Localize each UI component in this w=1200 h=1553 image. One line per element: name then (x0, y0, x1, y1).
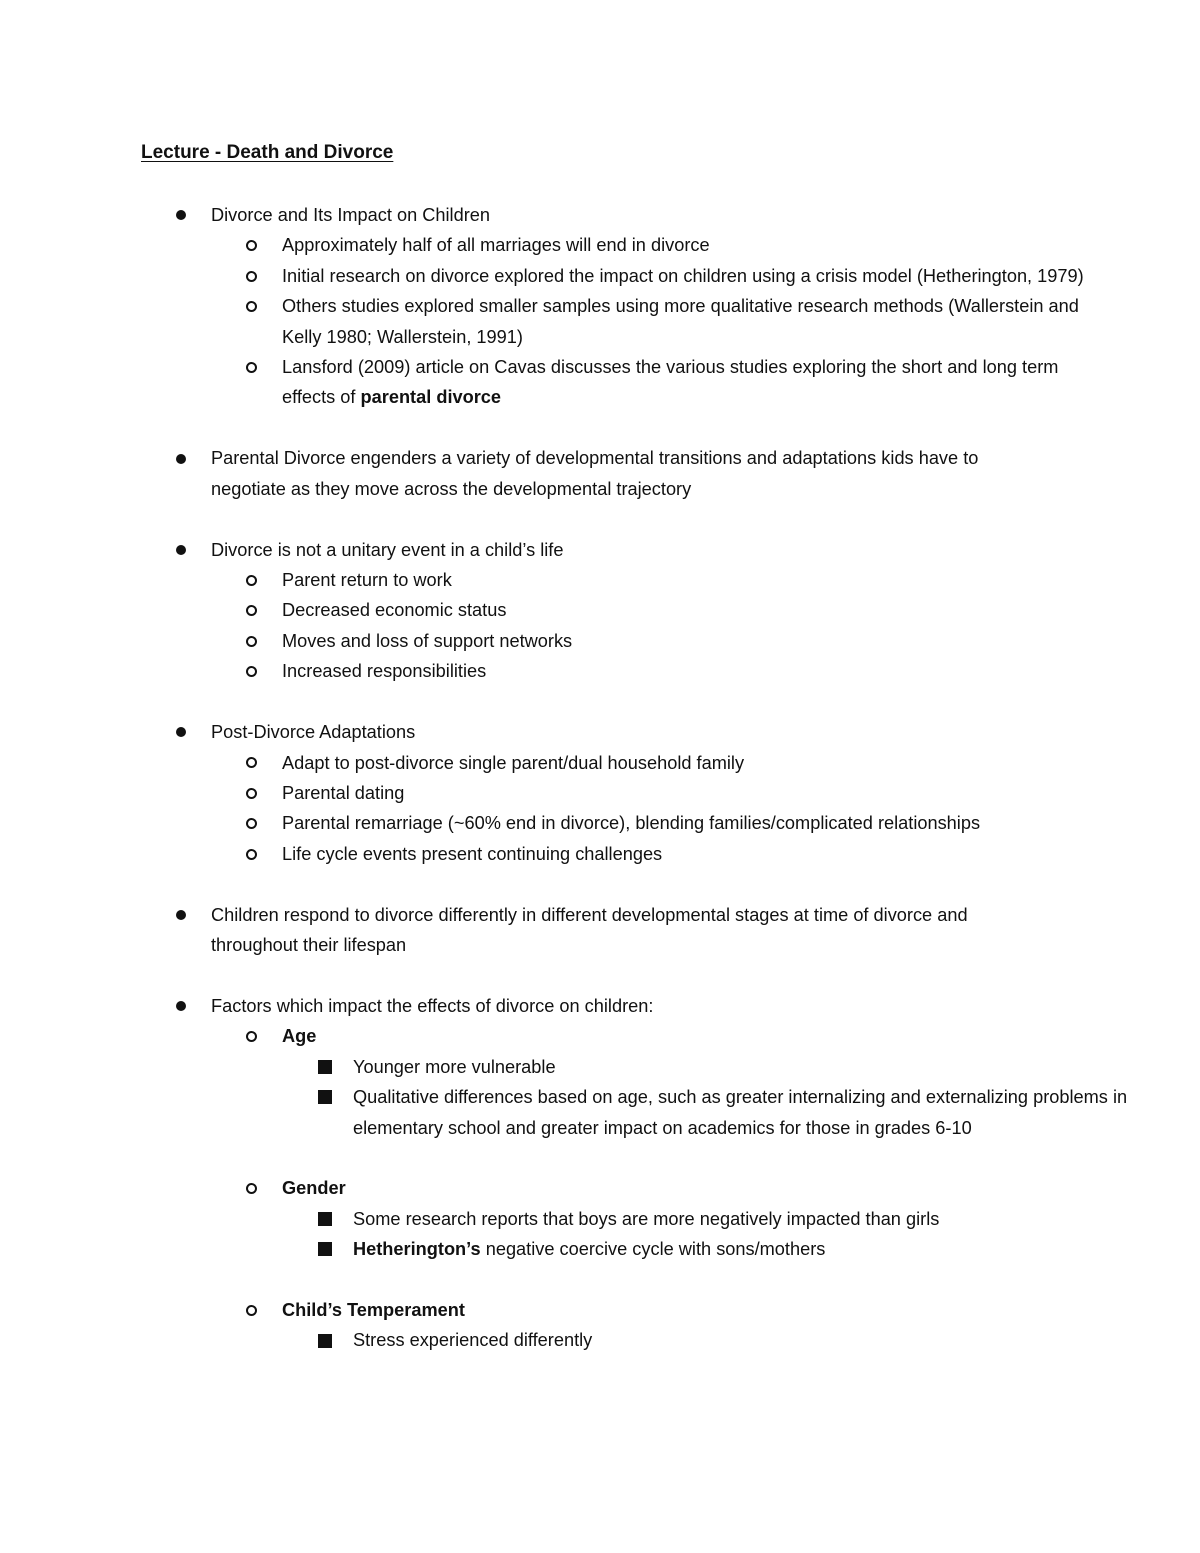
outline-item-level-3 (0, 1234, 1200, 1264)
outline-item-level-2 (0, 261, 1200, 291)
bullet-ring-icon (246, 1173, 257, 1203)
bullet-ring-icon (246, 626, 257, 656)
bullet-ring-icon (246, 1021, 257, 1051)
outline-item-text (353, 1325, 1183, 1355)
outline-section (0, 443, 1200, 504)
outline-item-level-2 (0, 230, 1200, 260)
bullet-square-icon (318, 1052, 332, 1082)
outline-item-text (282, 626, 1112, 656)
item-text: Moves and loss of support networks (282, 630, 573, 651)
item-text: Divorce is not a unitary event in a child’s life (211, 539, 564, 560)
outline-item-level-2 (0, 626, 1200, 656)
item-text: Qualitative differences based on age, such as greater internalizing and externalizing problems in elementary school and greater impact on academics for those in grades 6-10 (353, 1087, 1128, 1138)
outline-item-text (353, 1204, 1183, 1234)
item-text: Children respond to divorce differently in different developmental stages at time of divorce and throughout their lifespan (211, 904, 968, 956)
outline-item-level-3 (0, 1082, 1200, 1143)
item-text: Others studies explored smaller samples using more qualitative research methods (Wallerstein and Kelly 1980; Wallerstein, 1991) (282, 296, 1079, 347)
outline-item-text (282, 1295, 1112, 1325)
item-text: Parental dating (282, 783, 405, 803)
outline-item-text (211, 200, 1041, 230)
outline-section (0, 900, 1200, 961)
bullet-square-icon (318, 1082, 332, 1112)
outline-item-level-2 (0, 1021, 1200, 1051)
outline-item-level-3 (0, 1052, 1200, 1082)
item-text: Factors which impact the effects of divorce on children: (211, 996, 654, 1017)
item-text: Parental remarriage (~60% end in divorce), blending families/complicated relationships (282, 813, 981, 834)
outline-item-level-1 (0, 717, 1200, 747)
outline-item-level-1 (0, 200, 1200, 230)
outline-item-text (211, 900, 1041, 961)
bullet-ring-icon (246, 595, 257, 625)
outline-item-text (282, 261, 1112, 291)
outline-item-level-1 (0, 443, 1200, 504)
outline-item-level-2 (0, 565, 1200, 595)
bullet-square-icon (318, 1234, 332, 1264)
outline-item-text (282, 565, 1112, 595)
bullet-ring-icon (246, 656, 257, 686)
item-text: Stress experienced differently (353, 1330, 593, 1351)
bold-term: parental divorce (360, 387, 502, 408)
bullet-dot-icon (176, 717, 186, 747)
outline-item-level-2 (0, 1173, 1200, 1203)
outline-section (0, 535, 1200, 687)
outline-item-level-2 (0, 748, 1200, 778)
item-text: Increased responsibilities (282, 661, 487, 682)
outline-item-text (353, 1082, 1183, 1143)
outline-item-level-2 (0, 656, 1200, 686)
bullet-ring-icon (246, 1295, 257, 1325)
outline-item-text (211, 535, 1041, 565)
outline-section (0, 991, 1200, 1356)
item-text: Younger more vulnerable (353, 1056, 556, 1077)
item-text: Parental Divorce engenders a variety of developmental transitions and adaptations kids have to negotiate as they move across the developmental trajectory (211, 448, 979, 499)
outline-item-level-1 (0, 900, 1200, 961)
outline-item-level-2 (0, 595, 1200, 625)
bullet-ring-icon (246, 230, 257, 260)
outline-item-text (282, 595, 1112, 625)
bullet-dot-icon (176, 443, 186, 473)
item-text: Adapt to post-divorce single parent/dual household family (282, 752, 745, 773)
bullet-dot-icon (176, 991, 186, 1021)
outline-item-level-2 (0, 839, 1200, 869)
lecture-title: Lecture - Death and Divorce (141, 142, 394, 163)
outline-list (0, 200, 1200, 1386)
bold-term: Hetherington’s (353, 1239, 481, 1260)
bullet-dot-icon (176, 900, 186, 930)
item-text: Parent return to work (282, 570, 452, 591)
outline-item-text (282, 808, 1112, 838)
bold-term: Gender (282, 1178, 346, 1199)
bullet-ring-icon (246, 778, 257, 808)
outline-item-text (353, 1234, 1183, 1264)
outline-item-level-2 (0, 808, 1200, 838)
outline-item-text (211, 991, 1041, 1021)
item-text: Decreased economic status (282, 600, 507, 621)
outline-item-text (282, 778, 1112, 808)
bullet-ring-icon (246, 839, 257, 869)
outline-item-text (282, 839, 1112, 869)
item-text: Divorce and Its Impact on Children (211, 205, 491, 225)
outline-item-level-1 (0, 991, 1200, 1021)
item-text: Post-Divorce Adaptations (211, 722, 416, 743)
outline-section (0, 717, 1200, 869)
bullet-ring-icon (246, 808, 257, 838)
outline-item-text (282, 748, 1112, 778)
bullet-square-icon (318, 1204, 332, 1234)
outline-item-text (282, 291, 1112, 352)
outline-section (0, 200, 1200, 413)
outline-item-level-2 (0, 778, 1200, 808)
outline-item-text (211, 443, 1041, 504)
item-text: negative coercive cycle with sons/mothers (480, 1239, 826, 1260)
outline-item-text (282, 230, 1112, 260)
item-text: Lansford (2009) article on Cavas discusses the various studies exploring the short and long term effects of (282, 357, 1059, 408)
bullet-square-icon (318, 1325, 332, 1355)
outline-item-text (282, 1021, 1112, 1051)
item-text: Initial research on divorce explored the impact on children using a crisis model (Hetherington, 1979) (282, 265, 1084, 286)
outline-item-level-2 (0, 291, 1200, 352)
bullet-ring-icon (246, 352, 257, 382)
bold-term: Child’s Temperament (282, 1300, 465, 1321)
bullet-dot-icon (176, 200, 186, 230)
bullet-ring-icon (246, 261, 257, 291)
outline-item-text (282, 352, 1112, 413)
item-text: Some research reports that boys are more negatively impacted than girls (353, 1208, 940, 1229)
outline-item-text (282, 656, 1112, 686)
outline-item-text (353, 1052, 1183, 1082)
outline-item-level-1 (0, 535, 1200, 565)
outline-item-level-3 (0, 1204, 1200, 1234)
bold-term: Age (282, 1026, 317, 1047)
outline-item-level-2 (0, 1295, 1200, 1325)
item-text: Life cycle events present continuing challenges (282, 843, 663, 864)
outline-item-text (211, 717, 1041, 747)
outline-item-level-2 (0, 352, 1200, 413)
bullet-ring-icon (246, 565, 257, 595)
bullet-dot-icon (176, 535, 186, 565)
item-text: Approximately half of all marriages will end in divorce (282, 235, 710, 256)
outline-item-level-3 (0, 1325, 1200, 1355)
outline-item-text (282, 1173, 1112, 1203)
bullet-ring-icon (246, 748, 257, 778)
bullet-ring-icon (246, 291, 257, 321)
